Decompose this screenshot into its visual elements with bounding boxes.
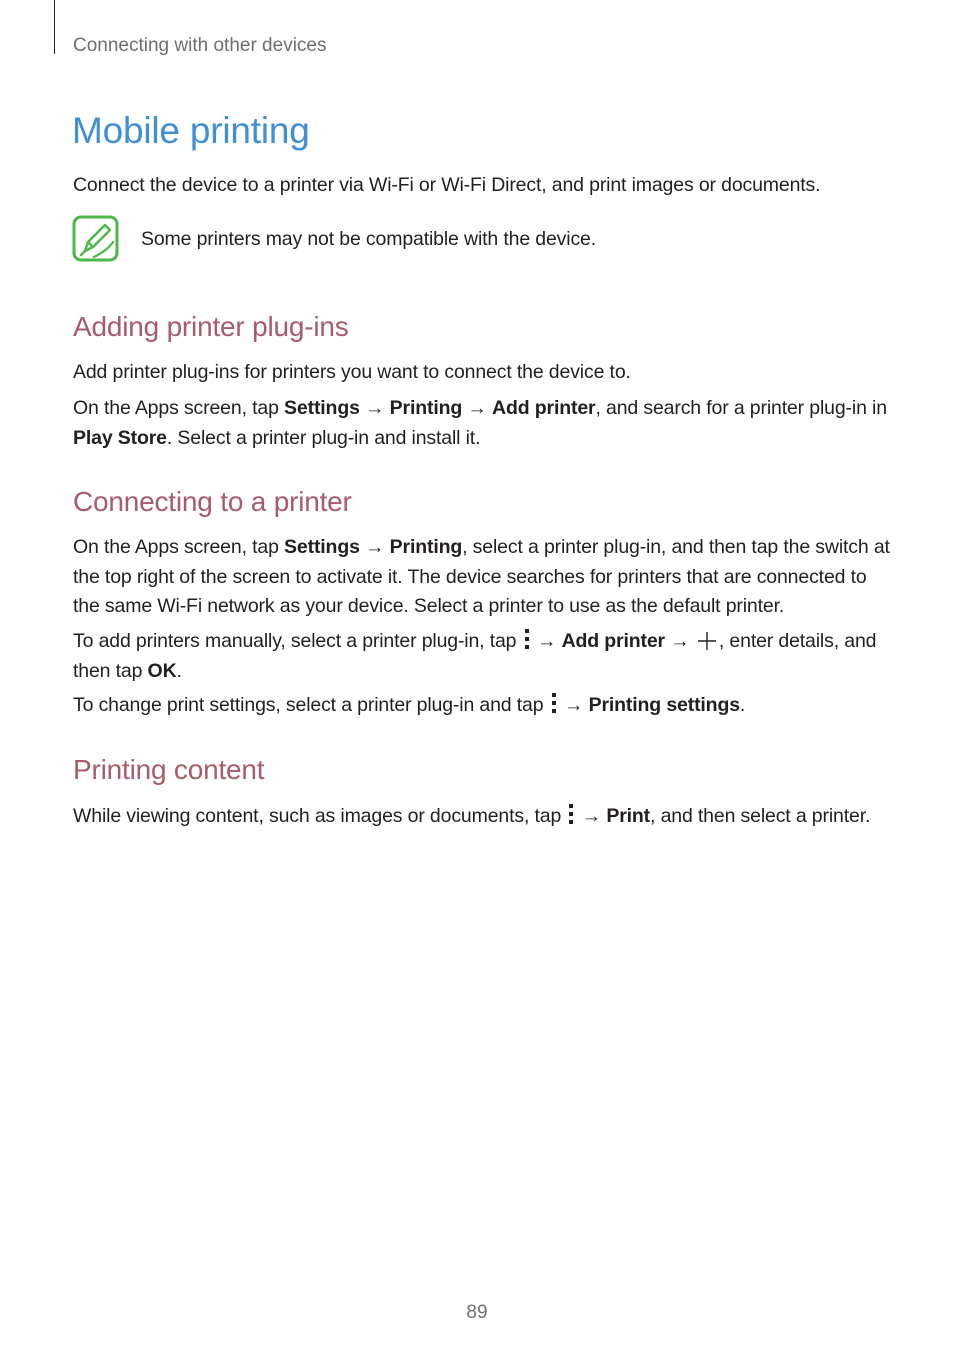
adding-plugins-steps: On the Apps screen, tap Settings → Printing → Add printer, and search for a printer plug-in in Play Store. Select a printer plug-in and install it. <box>73 397 887 449</box>
page-number: 89 <box>466 1302 488 1323</box>
add-printer-label: Add printer <box>492 397 596 419</box>
connecting-steps: On the Apps screen, tap Settings → Printing, select a printer plug-in, and then tap the switch at the top right of the screen to activate it. The device searches for printers that are connected to the same Wi-Fi network as your device. Select a printer to use as the default printer. <box>73 536 890 617</box>
header-rule <box>54 0 55 54</box>
more-options-icon <box>568 804 574 825</box>
printing-content-text: While viewing content, such as images or documents, tap → Print, and then select a printer. <box>73 805 871 827</box>
section-heading-printing-content: Printing content <box>73 754 265 785</box>
add-printer-label: Add printer <box>561 630 665 652</box>
page-title: Mobile printing <box>72 110 310 151</box>
note-pencil-icon <box>72 215 119 262</box>
print-settings-text: To change print settings, select a printer plug-in and tap → Printing settings. <box>73 694 746 716</box>
add-printer-manually-text: To add printers manually, select a printer plug-in, tap → Add printer → , enter details, and then tap OK. <box>73 630 877 682</box>
more-options-icon <box>524 629 530 650</box>
printing-label: Printing <box>389 536 463 558</box>
plus-icon <box>697 631 717 651</box>
note-text: Some printers may not be compatible with the device. <box>141 228 597 250</box>
printing-settings-label: Printing settings <box>588 694 740 716</box>
section-heading-connecting: Connecting to a printer <box>73 486 352 517</box>
print-label: Print <box>606 805 651 827</box>
section-header: Connecting with other devices <box>73 35 327 56</box>
settings-label: Settings <box>284 397 360 419</box>
adding-plugins-text: Add printer plug-ins for printers you want to connect the device to. <box>73 361 631 383</box>
more-options-icon <box>551 693 557 714</box>
play-store-label: Play Store <box>73 426 167 449</box>
section-heading-adding-plugins: Adding printer plug-ins <box>73 311 349 342</box>
printing-label: Printing <box>389 397 463 419</box>
intro-text: Connect the device to a printer via Wi-Fi or Wi-Fi Direct, and print images or documents. <box>73 174 821 196</box>
settings-label: Settings <box>284 536 360 558</box>
ok-label: OK <box>147 659 177 682</box>
